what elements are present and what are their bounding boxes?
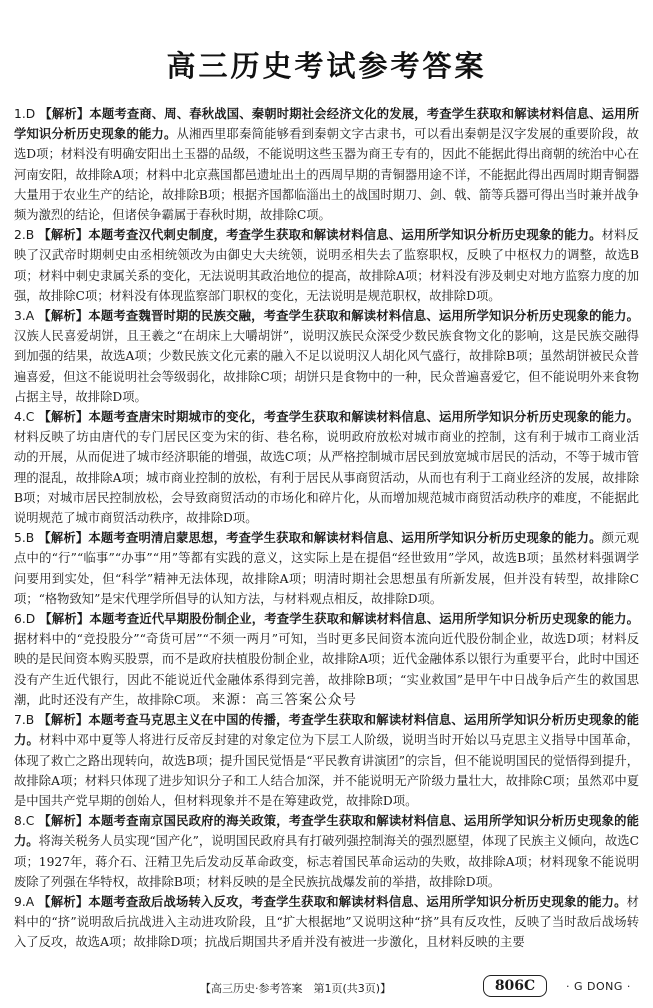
- answer-choice: A: [25, 894, 35, 909]
- analysis-body: 材料反映了汉武帝时期刺史由丞相统领改为由御史大夫统领，说明丞相失去了监察职权，反映了中枢权力的调整，故选B项；材料中刺史隶属关系的变化，无法说明其政治地位的提高，故排除A项；材料没有涉及刺史对地方监察力度的加强，故排除C项；材料没有体现监察部门职权的变化，无法说明是规范职权，故排除D项。: [14, 228, 639, 303]
- answer-choice: B: [25, 713, 35, 728]
- analysis-tag: 【解析】: [38, 410, 89, 425]
- source-note: 来源：高三答案公众号: [211, 691, 357, 708]
- analysis-body: 汉族人民喜爱胡饼，且王羲之“在胡床上大嚼胡饼”，说明汉族民众深受少数民族食物文化的影响，这是民族交融得到加强的结果，故选A项；少数民族文化元素的融入不足以说明汉人胡化风气盛行，故排除B项；虽然胡饼被民众普遍喜爱，但这不能说明社会等级弱化，故排除C项；胡饼只是食物中的一种，民众普遍喜爱它，但不能说明外来食物占据主导，故排除D项。: [14, 329, 639, 404]
- answer-number: 5.: [14, 531, 26, 546]
- page-title: 高三历史考试参考答案: [166, 49, 487, 83]
- answer-item: [14, 892, 639, 953]
- analysis-tag: 【解析】: [38, 531, 89, 546]
- answer-number: 8.: [14, 814, 26, 829]
- answer-choice: D: [25, 107, 36, 121]
- analysis-tag: 【解析】: [38, 814, 89, 829]
- footer-brand: · G DONG ·: [566, 980, 631, 993]
- answer-item: [14, 225, 639, 306]
- analysis-body: 材料反映了坊由唐代的专门居民区变为宋的街、巷名称，说明政府放松对城市商业的控制，这有利于城市工商业活动的开展，从而促进了城市经济职能的增强，故选C项；从严格控制城市居民到放宽城市居民的活动，不等于城市管理的混乱，故排除A项；城市商业控制的放松，有利于居民从事商贸活动，从而也有利于工商业经济的发展，故排除B项；对城市居民控制放松，会导致商贸活动的市场化和碎片化，从而增加规范城市商贸活动秩序的难度，不能据此说明规范了城市商贸活动秩序，故排除D项。: [14, 430, 639, 526]
- analysis-body: 材料中邓中夏等人将进行反帝反封建的对象定位为下层工人阶级，说明当时开始以马克思主义指导中国革命，体现了救亡之路出现转向，故选B项；提升国民觉悟是“平民教育讲演团”的宗旨，但不能说明国民的觉悟得到提升，故排除A项；材料只体现了进步知识分子和工人结合加深，并不能说明无产阶级力量壮大，故排除C项；虽然邓中夏是中国共产党早期的创始人，但材料现象并不是在筹建政党，故排除D项。: [14, 733, 639, 808]
- answer-number: 7.: [14, 713, 26, 728]
- answer-item: [14, 811, 639, 892]
- answer-choice: A: [25, 309, 35, 324]
- answer-choice: B: [25, 228, 35, 243]
- analysis-lead: 本题考查商、周、春秋战国、秦朝时期社会经济文化的发展，考查学生获取和解读材料信息、运用所学知识分析历史现象的能力。: [14, 107, 639, 142]
- analysis-body: 从湘西里耶秦简能够看到秦朝文字古隶书，可以看出秦朝是汉字发展的重要阶段，故选D项；材料没有明确安阳出土玉器的品级，不能说明这些玉器为商王专有的，因此不能据此得出商朝的统治中心在河南安阳，故排除A项；材料中北京燕国都邑遗址出土的西周早期的青铜器用途不详，不能据此得出西周时期青铜器大量用于农业生产的结论，故排除B项；根据齐国都临淄出土的战国时期刀、剑、戟、箭等兵器可得出当时兼并战争频为激烈的结论，但诸侯争霸属于春秋时期，故排除C项。: [14, 127, 639, 223]
- answer-choice: C: [25, 410, 35, 425]
- analysis-tag: 【解析】: [39, 107, 90, 121]
- footer-page-info: 【高三历史·参考答案 第1页(共3页)】: [200, 982, 392, 995]
- analysis-tag: 【解析】: [38, 228, 89, 243]
- answer-choice: B: [25, 531, 35, 546]
- answer-number: 4.: [14, 410, 26, 425]
- answer-number: 1.: [14, 107, 26, 121]
- answer-number: 2.: [14, 228, 26, 243]
- answer-item: [14, 306, 639, 407]
- analysis-lead: 本题考查马克思主义在中国的传播，考查学生获取和解读材料信息、运用所学知识分析历史现象的能力。: [14, 713, 639, 748]
- page-footer: [0, 975, 653, 999]
- analysis-lead: 本题考查汉代刺史制度，考查学生获取和解读材料信息、运用所学知识分析历史现象的能力。: [88, 228, 602, 243]
- analysis-tag: 【解析】: [38, 894, 89, 909]
- answer-number: 3.: [14, 309, 26, 324]
- answer-number: 6.: [14, 612, 26, 627]
- analysis-lead: 本题考查南京国民政府的海关政策，考查学生获取和解读材料信息、运用所学知识分析历史现象的能力。: [14, 814, 639, 849]
- analysis-body: 将海关税务人员实现“国产化”，说明国民政府具有打破列强控制海关的强烈愿望，体现了民族主义倾向，故选C项；1927年，蒋介石、汪精卫先后发动反革命政变，标志着国民革命运动的失败，故排除A项；材料现象不能说明废除了列强在华特权，故排除B项；材料反映的是全民族抗战爆发前的举措，故排除D项。: [14, 834, 639, 889]
- answer-list: [14, 104, 639, 953]
- answer-item: [14, 407, 639, 528]
- analysis-tag: 【解析】: [38, 309, 89, 324]
- analysis-body: 颜元观点中的“行”“临事”“办事”“用”等都有实践的意义，这实际上是在提倡“经世致用”学风，故选B项；虽然材料强调学问要用到实处，但“科学”精神无法体现，故排除A项；明清时期社会思想虽有所新发展，但并没有转型，故排除C项；“格物致知”是宋代理学所倡导的认知方法，与材料观点相反，故排除D项。: [14, 531, 639, 606]
- paper-code-badge: 806C: [483, 975, 547, 997]
- analysis-tag: 【解析】: [38, 713, 89, 728]
- answer-item: [14, 609, 639, 710]
- analysis-lead: 本题考查近代早期股份制企业，考查学生获取和解读材料信息、运用所学知识分析历史现象的能力。: [89, 612, 639, 627]
- answer-item: [14, 104, 639, 225]
- answer-choice: C: [25, 814, 35, 829]
- analysis-lead: 本题考查魏晋时期的民族交融，考查学生获取和解读材料信息、运用所学知识分析历史现象的能力。: [88, 309, 639, 324]
- answer-item: [14, 528, 639, 609]
- analysis-lead: 本题考查敌后战场转入反攻，考查学生获取和解读材料信息、运用所学知识分析历史现象的能力。: [88, 894, 627, 909]
- answer-number: 9.: [14, 894, 26, 909]
- analysis-tag: 【解析】: [39, 612, 90, 627]
- answer-choice: D: [25, 612, 36, 627]
- analysis-lead: 本题考查明清启蒙思想，考查学生获取和解读材料信息、运用所学知识分析历史现象的能力。: [88, 531, 602, 546]
- analysis-lead: 本题考查唐宋时期城市的变化，考查学生获取和解读材料信息、运用所学知识分析历史现象的能力。: [88, 410, 639, 425]
- answer-item: [14, 710, 639, 811]
- analysis-body: 据材料中的“竞投股分”“奇货可居”“不须一两月”可知，当时更多民间资本流向近代股份制企业，故选D项；材料反映的是民间资本购买股票，而不是政府扶植股份制企业，故排除A项；近代金融体系以银行为重要平台，此时中国还没有产生近代银行，因此不能说近代金融体系得到完善，故排除B项；“实业救国”是甲午中日战争后产生的救国思潮，此时还没有产生，故排除C项。: [14, 632, 639, 707]
- analysis-body: 材料中的“挤”说明敌后抗战进入主动进攻阶段，且“扩大根据地”又说明这种“挤”具有反攻性，反映了当时敌后战场转入了反攻，故选A项；故排除D项；抗战后期国共矛盾并没有被进一步激化，且材料反映的主要: [14, 894, 639, 950]
